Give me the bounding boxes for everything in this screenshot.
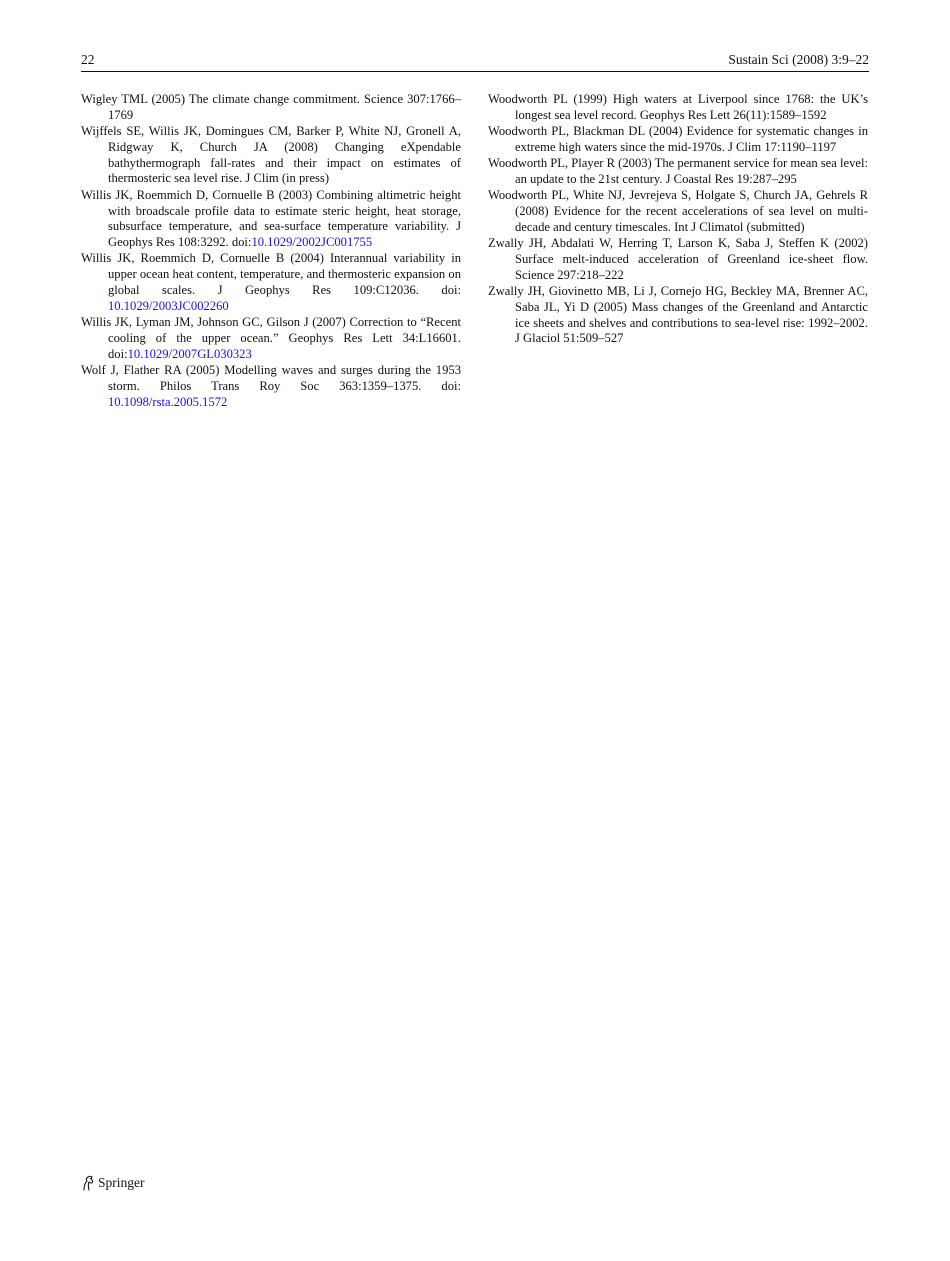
reference-item xyxy=(488,156,868,188)
reference-item xyxy=(81,315,461,362)
doi-link[interactable]: 10.1098/rsta.2005.1572 xyxy=(108,394,228,409)
reference-text: Woodworth PL (1999) High waters at Liverpool since 1768: the UK’s longest sea level record. Geophys Res Lett 26(11):1589–1592 xyxy=(488,92,868,122)
reference-text: Wolf J, Flather RA (2005) Modelling waves and surges during the 1953 storm. Philos Trans Roy Soc 363:1359–1375. doi: xyxy=(81,363,461,393)
reference-text: Woodworth PL, White NJ, Jevrejeva S, Holgate S, Church JA, Gehrels R (2008) Evidence for the recent accelerations of sea level on multi-decade and century timescales. Int J Climatol (submitted) xyxy=(488,188,868,234)
journal-citation: Sustain Sci (2008) 3:9–22 xyxy=(728,52,869,67)
springer-horse-icon xyxy=(81,1175,95,1191)
reference-text: Willis JK, Lyman JM, Johnson GC, Gilson J (2007) Correction to “Recent cooling of the upper ocean.” Geophys Res Lett 34:L16601. doi: xyxy=(81,315,461,361)
reference-text: Woodworth PL, Blackman DL (2004) Evidence for systematic changes in extreme high waters since the mid-1970s. J Clim 17:1190–1197 xyxy=(488,124,868,154)
reference-text: Willis JK, Roemmich D, Cornuelle B (2004) Interannual variability in upper ocean heat content, temperature, and thermosteric expansion on global scales. J Geophys Res 109:C12036. doi: xyxy=(81,251,461,298)
reference-text: Wigley TML (2005) The climate change commitment. Science 307:1766–1769 xyxy=(81,92,461,122)
reference-item xyxy=(488,284,868,347)
reference-item xyxy=(81,92,461,124)
page-number: 22 xyxy=(81,52,95,67)
reference-text: Zwally JH, Giovinetto MB, Li J, Cornejo HG, Beckley MA, Brenner AC, Saba JL, Yi D (2005) Mass changes of the Greenland and Antarctic ice sheets and shelves and contributions to sea-level rise: 1992–2002. J Glaciol 51:509–527 xyxy=(488,284,868,346)
doi-link[interactable]: 10.1029/2003JC002260 xyxy=(108,298,229,313)
references-column-left xyxy=(81,92,461,411)
page-header xyxy=(81,52,869,72)
doi-link[interactable]: 10.1029/2007GL030323 xyxy=(127,346,252,361)
reference-text: Wijffels SE, Willis JK, Domingues CM, Barker P, White NJ, Gronell A, Ridgway K, Church JA (2008) Changing eXpendable bathythermograph fall-rates and their impact on estimates of thermosteric sea level rise. J Clim (in press) xyxy=(81,124,461,186)
publisher-name: Springer xyxy=(98,1175,145,1190)
reference-item xyxy=(81,251,461,314)
header-rule xyxy=(81,71,869,72)
reference-item xyxy=(488,188,868,235)
publisher-footer xyxy=(81,1174,145,1192)
doi-link[interactable]: 10.1029/2002JC001755 xyxy=(251,235,373,250)
references-column-right xyxy=(488,92,868,348)
reference-item xyxy=(81,188,461,251)
reference-item xyxy=(81,363,461,410)
reference-text: Woodworth PL, Player R (2003) The permanent service for mean sea level: an update to the 21st century. J Coastal Res 19:287–295 xyxy=(488,156,868,186)
reference-item xyxy=(488,124,868,156)
reference-item xyxy=(488,92,868,124)
reference-item xyxy=(81,124,461,187)
reference-text: Zwally JH, Abdalati W, Herring T, Larson K, Saba J, Steffen K (2002) Surface melt-induced acceleration of Greenland ice-sheet flow. Science 297:218–222 xyxy=(488,236,868,282)
reference-item xyxy=(488,236,868,283)
reference-text: Willis JK, Roemmich D, Cornuelle B (2003) Combining altimetric height with broadscale profile data to estimate steric height, heat storage, subsurface temperature, and sea-surface temperature variability. J Geophys Res 108:3292. doi: xyxy=(81,187,461,250)
